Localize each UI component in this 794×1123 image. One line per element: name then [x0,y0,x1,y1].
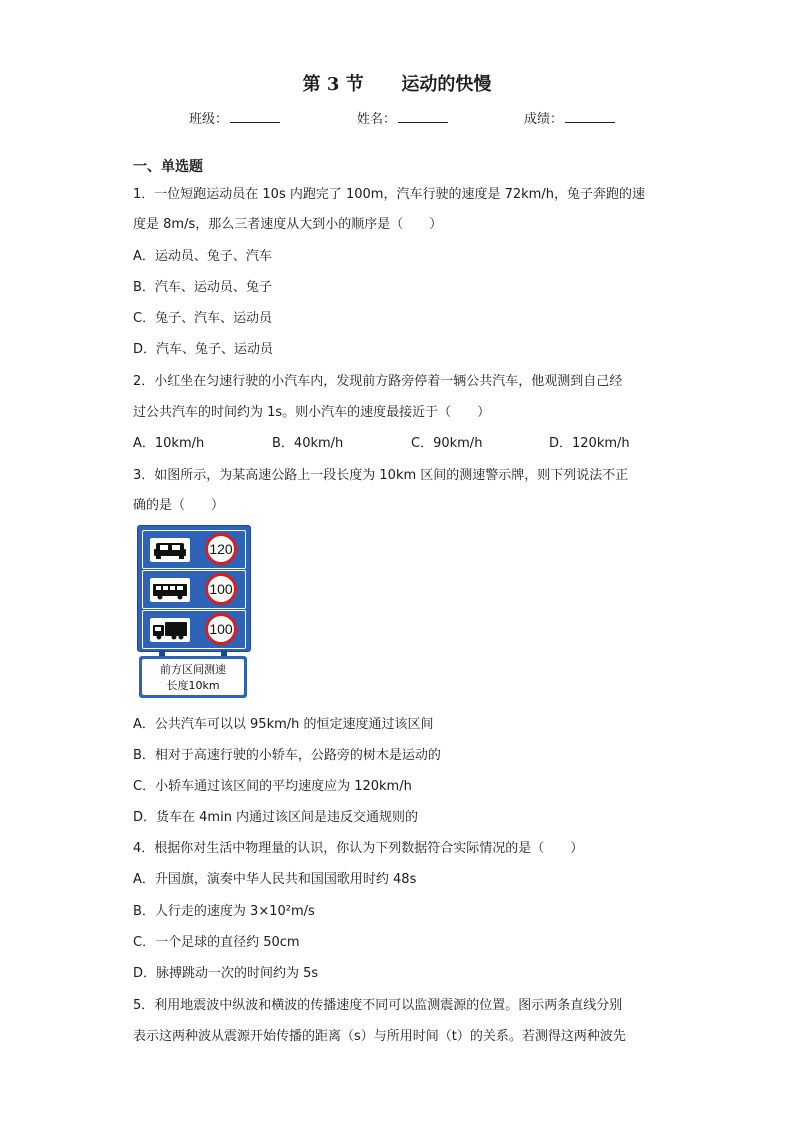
q1-option-c: C．兔子、汽车、运动员 [133,311,273,326]
q3-option-a: A．公共汽车可以以 95km/h 的恒定速度通过该区间 [133,717,434,732]
q2-option-b: B．40km/h [272,436,344,451]
q3-option-d: D．货车在 4min 内通过该区间是违反交通规则的 [133,810,419,825]
speed-limit-100-truck: 100 [205,613,237,645]
car-icon [150,538,190,562]
section-heading: 一、单选题 [133,159,203,175]
bus-icon [150,578,190,602]
class-field [189,108,280,127]
q2-option-c: C．90km/h [411,436,483,451]
truck-icon [150,618,190,642]
q5-stem-line1: 5．利用地震波中纵波和横波的传播速度不同可以监测震源的位置。图示两条直线分别 [133,998,623,1013]
name-field [357,108,448,127]
plate-line1: 前方区间测速 [160,663,226,676]
q4-option-d: D．脉搏跳动一次的时间约为 5s [133,966,319,981]
q3-stem-line1: 3．如图所示，为某高速公路上一段长度为 10km 区间的测速警示牌，则下列说法不正 [133,468,629,483]
q5-stem-line2: 表示这两种波从震源开始传播的距离（s）与所用时间（t）的关系。若测得这两种波先 [133,1029,626,1044]
speed-limit-sign [137,525,251,700]
q1-stem-line1: 1．一位短跑运动员在 10s 内跑完了 100m，汽车行驶的速度是 72km/h，兔子奔跑的速 [133,187,645,202]
name-blank[interactable] [398,110,448,123]
q3-stem-line2: 确的是（ ） [133,498,225,513]
sign-row-car [142,530,246,569]
sign-row-bus [142,570,246,609]
q4-stem-line1: 4．根据你对生活中物理量的认识，你认为下列数据符合实际情况的是（ ） [133,841,584,856]
q1-option-a: A．运动员、兔子、汽车 [133,249,272,264]
speed-limit-120: 120 [205,533,237,565]
class-label: 班级： [189,112,229,127]
q3-option-b: B．相对于高速行驶的小轿车，公路旁的树木是运动的 [133,748,441,763]
q4-option-b: B．人行走的速度为 3×10²m/s [133,904,315,919]
class-blank[interactable] [230,110,280,123]
speed-limit-100-bus: 100 [205,573,237,605]
q2-option-a: A．10km/h [133,436,205,451]
section-length-plate [139,656,247,698]
score-blank[interactable] [565,110,615,123]
q2-option-d: D．120km/h [549,436,630,451]
score-field [524,108,615,127]
sign-board [137,525,251,652]
q2-stem-line1: 2．小红坐在匀速行驶的小汽车内，发现前方路旁停着一辆公共汽车，他观测到自己经 [133,374,623,389]
name-label: 姓名： [357,112,397,127]
page-title: 第 3 节 运动的快慢 [302,74,492,95]
q4-option-c: C．一个足球的直径约 50cm [133,935,300,950]
q1-option-d: D．汽车、兔子、运动员 [133,342,274,357]
q1-stem-line2: 度是 8m/s，那么三者速度从大到小的顺序是（ ） [133,217,443,232]
sign-row-truck [142,610,246,649]
q3-option-c: C．小轿车通过该区间的平均速度应为 120km/h [133,779,412,794]
q4-option-a: A．升国旗，演奏中华人民共和国国歌用时约 48s [133,872,417,887]
q1-option-b: B．汽车、运动员、兔子 [133,280,272,295]
score-label: 成绩： [524,112,564,127]
q2-stem-line2: 过公共汽车的时间约为 1s。则小汽车的速度最接近于（ ） [133,405,491,420]
plate-line2: 长度10km [166,679,220,692]
